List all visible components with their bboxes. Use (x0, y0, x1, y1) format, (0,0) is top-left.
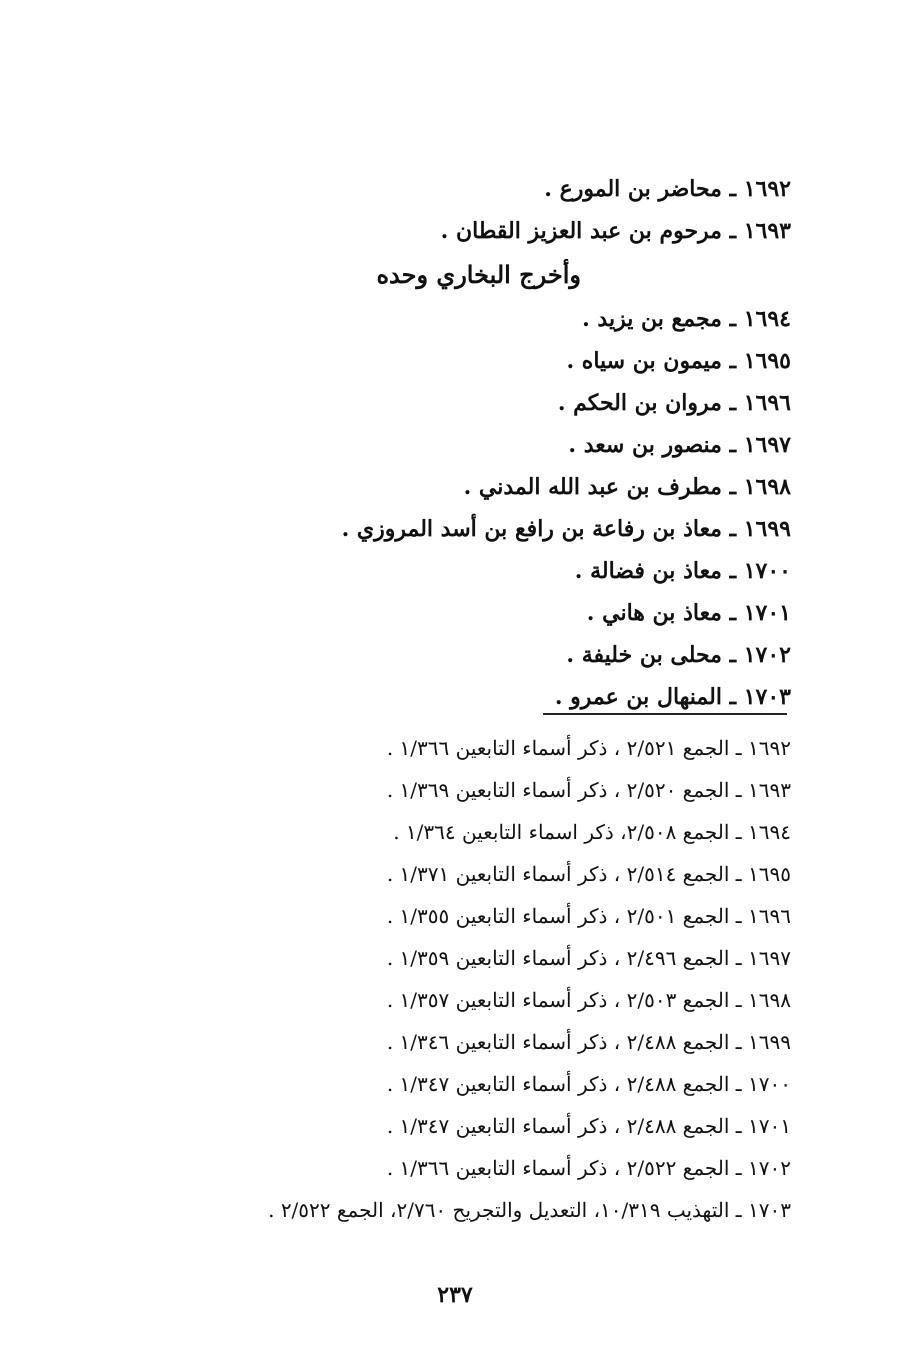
footnote: ١٦٩٥ ـ الجمع ٢/٥١٤ ، ذكر أسماء التابعين ١/٣٧١ . (386, 862, 791, 886)
list-item: ١٦٩٦ ـ مروان بن الحكم . (557, 390, 791, 416)
list-item: ١٦٩٣ ـ مرحوم بن عبد العزيز القطان . (440, 218, 791, 244)
footnote: ١٦٩٤ ـ الجمع ٢/٥٠٨، ذكر اسماء التابعين ١/٣٦٤ . (393, 820, 791, 844)
footnote: ١٦٩٦ ـ الجمع ٢/٥٠١ ، ذكر أسماء التابعين ١/٣٥٥ . (386, 904, 791, 928)
list-item: ١٧٠١ ـ معاذ بن هاني . (586, 600, 791, 626)
list-item: ١٦٩٨ ـ مطرف بن عبد الله المدني . (463, 474, 791, 500)
page-number: ٢٣٧ (437, 1282, 473, 1308)
list-item: ١٦٩٧ ـ منصور بن سعد . (568, 432, 791, 458)
list-item: ١٧٠٢ ـ محلى بن خليفة . (566, 642, 791, 668)
footnote-divider (543, 713, 787, 715)
section-heading: وأخرج البخاري وحده (376, 260, 581, 289)
list-item: ١٦٩٤ ـ مجمع بن يزيد . (582, 306, 791, 332)
list-item: ١٦٩٢ ـ محاضر بن المورع . (544, 176, 791, 202)
list-item: ١٧٠٠ ـ معاذ بن فضالة . (574, 558, 791, 584)
footnotes (91, 727, 791, 1231)
footnote: ١٦٩٩ ـ الجمع ٢/٤٨٨ ، ذكر أسماء التابعين ١/٣٤٦ . (386, 1030, 791, 1054)
list-item: ١٦٩٩ ـ معاذ بن رفاعة بن رافع بن أسد المروزي . (341, 516, 791, 542)
footnote: ١٧٠٣ ـ التهذيب ١٠/٣١٩، التعديل والتجريح ٢/٧٦٠، الجمع ٢/٥٢٢ . (268, 1198, 791, 1222)
narrator-list (231, 168, 791, 718)
footnote: ١٧٠٢ ـ الجمع ٢/٥٢٢ ، ذكر أسماء التابعين ١/٣٦٦ . (386, 1156, 791, 1180)
footnote: ١٧٠١ ـ الجمع ٢/٤٨٨ ، ذكر أسماء التابعين ١/٣٤٧ . (386, 1114, 791, 1138)
footnote: ١٦٩٨ ـ الجمع ٢/٥٠٣ ، ذكر أسماء التابعين ١/٣٥٧ . (386, 988, 791, 1012)
list-item: ١٧٠٣ ـ المنهال بن عمرو . (554, 684, 791, 710)
footnote: ١٦٩٢ ـ الجمع ٢/٥٢١ ، ذكر أسماء التابعين ١/٣٦٦ . (386, 736, 791, 760)
footnote: ١٦٩٧ ـ الجمع ٢/٤٩٦ ، ذكر أسماء التابعين ١/٣٥٩ . (386, 946, 791, 970)
footnote: ١٦٩٣ ـ الجمع ٢/٥٢٠ ، ذكر أسماء التابعين ١/٣٦٩ . (386, 778, 791, 802)
footnote: ١٧٠٠ ـ الجمع ٢/٤٨٨ ، ذكر أسماء التابعين ١/٣٤٧ . (386, 1072, 791, 1096)
list-item: ١٦٩٥ ـ ميمون بن سياه . (566, 348, 791, 374)
